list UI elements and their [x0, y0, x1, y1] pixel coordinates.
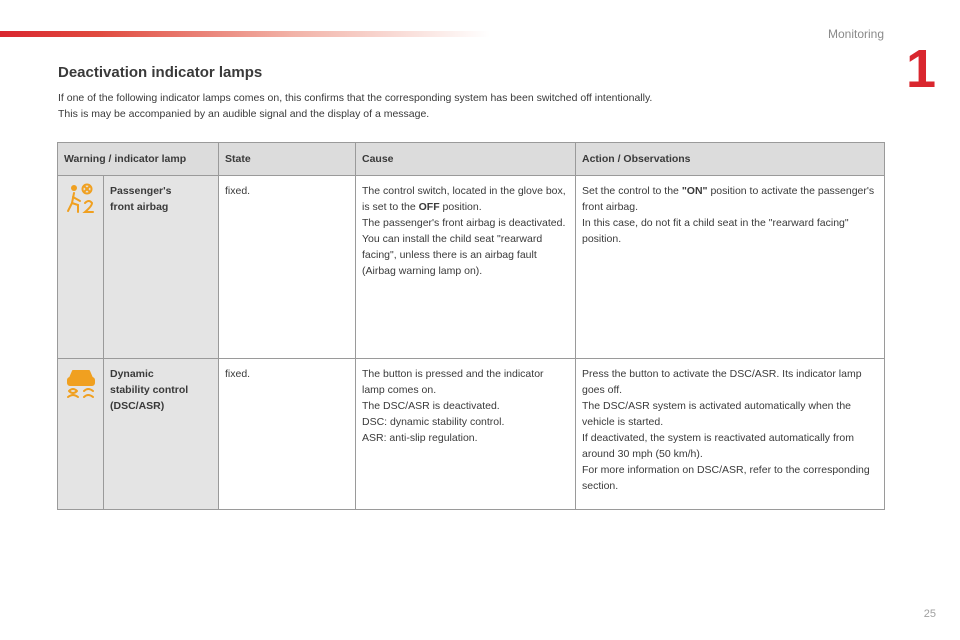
table-row: [58, 176, 885, 359]
dsc-off-icon: [65, 391, 97, 403]
lamp-name: Passenger's front airbag: [104, 176, 219, 359]
lamp-cause: The control switch, located in the glove box, is set to the OFF position. The passenger's front airbag is deactivated. You can install the child seat "rearward facing", unless there is an airbag fault (Airbag warning lamp on).: [356, 176, 576, 359]
lamp-icon-cell: [58, 359, 104, 510]
header-cause: Cause: [356, 143, 576, 176]
header-state: State: [219, 143, 356, 176]
indicator-lamps-table: [57, 142, 885, 510]
lamp-state: fixed.: [219, 359, 356, 510]
lamp-action: Set the control to the "ON" position to activate the passenger's front airbag. In this case, do not fit a child seat in the "rearward facing" position.: [576, 176, 885, 359]
page-number: 25: [923, 608, 936, 620]
table-row: [58, 359, 885, 510]
intro-line-2: This is may be accompanied by an audible signal and the display of a message.: [58, 108, 430, 120]
page-title: Deactivation indicator lamps: [58, 64, 263, 81]
intro-line-1: If one of the following indicator lamps comes on, this confirms that the corresponding system has been switched off intentionally.: [58, 92, 653, 104]
header-warning-lamp: Warning / indicator lamp: [58, 143, 219, 176]
passenger-airbag-off-icon: [66, 206, 96, 218]
table-header-row: [58, 143, 885, 176]
lamp-cause: The button is pressed and the indicator lamp comes on. The DSC/ASR is deactivated. DSC: dynamic stability control. ASR: anti-slip regulation.: [356, 359, 576, 510]
header-accent-bar: [0, 31, 490, 37]
lamp-state: fixed.: [219, 176, 356, 359]
header-action: Action / Observations: [576, 143, 885, 176]
lamp-action: Press the button to activate the DSC/ASR. Its indicator lamp goes off. The DSC/ASR system is activated automatically when the vehicle is started. If deactivated, the system is reactivated automatically from around 30 mph (50 km/h). For more information on DSC/ASR, refer to the corresponding section.: [576, 359, 885, 510]
lamp-name: Dynamic stability control (DSC/ASR): [104, 359, 219, 510]
lamp-icon-cell: [58, 176, 104, 359]
section-label: Monitoring: [827, 27, 884, 41]
intro-text: [58, 90, 878, 122]
chapter-number: 1: [906, 39, 937, 99]
